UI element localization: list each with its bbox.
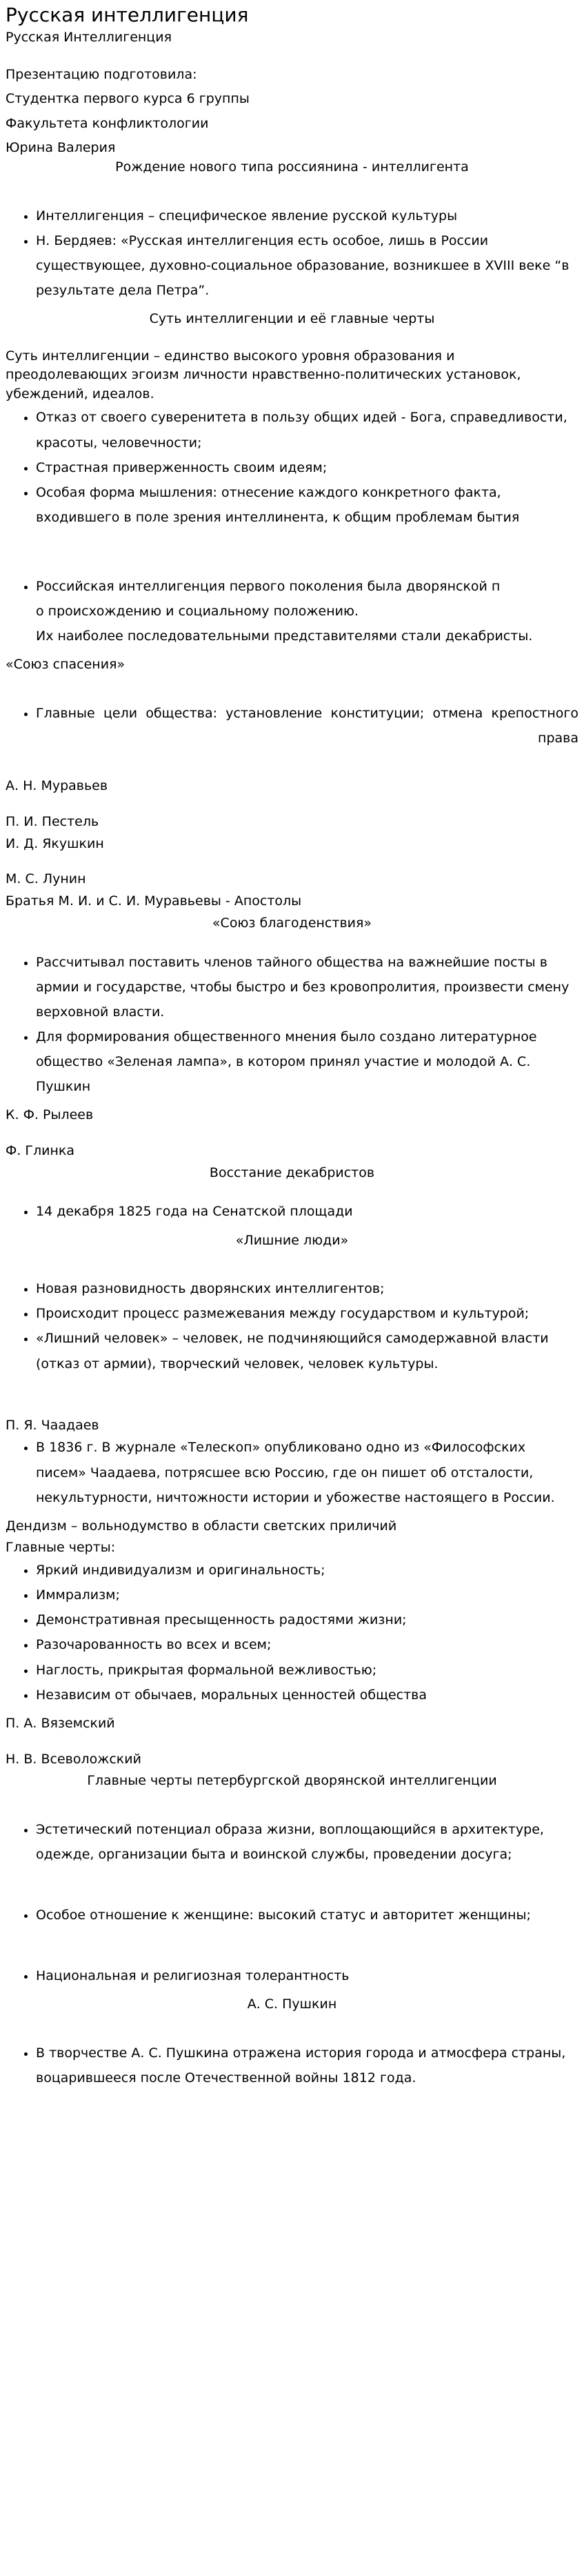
person-name: Ф. Глинка: [6, 1142, 75, 1158]
bullet-list: [6, 1199, 578, 1224]
list-item-line: Российская интеллигенция первого поколения была дворянской п: [36, 578, 501, 594]
list-item: • Для формирования общественного мнения было создано литературное общество «Зеленая лампа», в котором принял участие и молодой А. С. Пушкин: [36, 1024, 578, 1099]
bullet-list: [6, 1817, 578, 1867]
list-item: • 14 декабря 1825 года на Сенатской площади: [36, 1199, 578, 1224]
union-title: «Союз благоденствия»: [212, 915, 372, 931]
document-title: Русская интеллигенция: [6, 3, 249, 26]
list-item: • В творчестве А. С. Пушкина отражена история города и атмосфера страны, воцарившееся после Отечественной войны 1812 года.: [36, 2041, 578, 2090]
list-item: • Происходит процесс размежевания между государством и культурой;: [36, 1301, 578, 1326]
person-name: Братья М. И. и С. И. Муравьевы - Апостолы: [6, 893, 302, 909]
bullet-list: [6, 1558, 578, 1707]
person-name: М. С. Лунин: [6, 871, 86, 887]
list-item: • Эстетический потенциал образа жизни, воплощающийся в архитектуре, одежде, организации быта и воинской службы, проведении досуга;: [36, 1817, 578, 1867]
person-name: П. И. Пестель: [6, 813, 99, 829]
paragraph: Дендизм – вольнодумство в области светских приличий: [6, 1518, 397, 1534]
section-heading: Рождение нового типа россиянина - интеллигента: [115, 159, 469, 175]
list-item: • Рассчитывал поставить членов тайного общества на важнейшие посты в армии и государстве, чтобы быстро и без кровопролития, произвести смену верховной власти.: [36, 950, 578, 1024]
bullet-list: [6, 204, 578, 303]
bullet-list: [6, 1435, 578, 1509]
list-item: • Национальная и религиозная толерантность: [36, 1963, 578, 1988]
document-subtitle: Русская Интеллигенция: [6, 30, 172, 45]
list-item: • Особая форма мышления: отнесение каждого конкретного факта, входившего в поле зрения интеллинента, к общим проблемам бытия: [36, 480, 578, 530]
bullet-list: [6, 1903, 578, 1928]
person-name: Н. В. Всеволожский: [6, 1751, 141, 1767]
list-item: • Отказ от своего суверенитета в пользу общих идей - Бога, справедливости, красоты, человечности;: [36, 405, 578, 455]
list-item: • Демонстративная пресыщенность радостями жизни;: [36, 1607, 578, 1632]
student-line: Студентка первого курса 6 группы: [6, 91, 250, 107]
list-item: • Особое отношение к женщине: высокий статус и авторитет женщины;: [36, 1903, 578, 1928]
list-item: • Н. Бердяев: «Русская интеллигенция есть особое, лишь в России существующее, духовно-социальное образование, возникшее в XVIII веке “в результате дела Петра”.: [36, 228, 578, 303]
list-item: • «Лишний человек» – человек, не подчиняющийся самодержавной власти (отказ от армии), творческий человек, человек культуры.: [36, 1326, 578, 1376]
section-heading: Восстание декабристов: [209, 1165, 375, 1180]
list-item: • Яркий индивидуализм и оригинальность;: [36, 1558, 578, 1583]
paragraph: Суть интеллигенции – единство высокого уровня образования и преодолевающих эгоизм личности нравственно-политических установок, убеждений, идеалов.: [6, 348, 521, 402]
union-title: «Союз спасения»: [6, 657, 125, 673]
list-item: • Главные цели общества: установление конституции; отмена крепостного права: [36, 701, 578, 751]
person-name: П. А. Вяземский: [6, 1715, 115, 1731]
section-heading: А. С. Пушкин: [247, 1997, 337, 2012]
section-heading: Главные черты петербургской дворянской интеллигенции: [87, 1773, 497, 1789]
list-item: • Наглость, прикрытая формальной вежливостью;: [36, 1658, 578, 1683]
author-name: Юрина Валерия: [6, 140, 116, 156]
prepared-by: Презентацию подготовила:: [6, 66, 197, 82]
paragraph: Главные черты:: [6, 1540, 116, 1556]
list-item: • Иммрализм;: [36, 1583, 578, 1607]
section-heading: «Лишние люди»: [235, 1232, 349, 1248]
list-item: • Новая разновидность дворянских интеллигентов;: [36, 1276, 578, 1301]
bullet-list: [6, 950, 578, 1100]
bullet-list: [6, 1276, 578, 1376]
list-item: • Разочарованность во всех и всем;: [36, 1632, 578, 1657]
list-item: • Интеллигенция – специфическое явление русской культуры: [36, 204, 578, 228]
faculty-line: Факультета конфликтологии: [6, 115, 209, 131]
bullet-list: [6, 1963, 578, 1988]
list-item-line: Их наиболее последовательными представителями стали декабристы.: [36, 628, 533, 644]
list-item: • Страстная приверженность своим идеям;: [36, 455, 578, 480]
bullet-list: [6, 405, 578, 529]
person-name: А. Н. Муравьев: [6, 778, 108, 794]
bullet-list: [6, 574, 578, 648]
person-name: И. Д. Якушкин: [6, 835, 104, 851]
list-item: • Независим от обычаев, моральных ценностей общества: [36, 1683, 578, 1707]
bullet-list: [6, 2041, 578, 2090]
person-name: П. Я. Чаадаев: [6, 1417, 99, 1433]
section-heading: Суть интеллигенции и её главные черты: [149, 311, 435, 327]
list-item-line: о происхождению и социальному положению.: [36, 604, 359, 620]
person-name: К. Ф. Рылеев: [6, 1107, 94, 1123]
list-item: [36, 574, 578, 648]
list-item: • В 1836 г. В журнале «Телескоп» опубликовано одно из «Философских писем» Чаадаева, потрясшее всю Россию, где он пишет об отсталости, некультурности, ничтожности истории и убожестве настоящего в России.: [36, 1435, 578, 1509]
bullet-list: [6, 701, 578, 751]
